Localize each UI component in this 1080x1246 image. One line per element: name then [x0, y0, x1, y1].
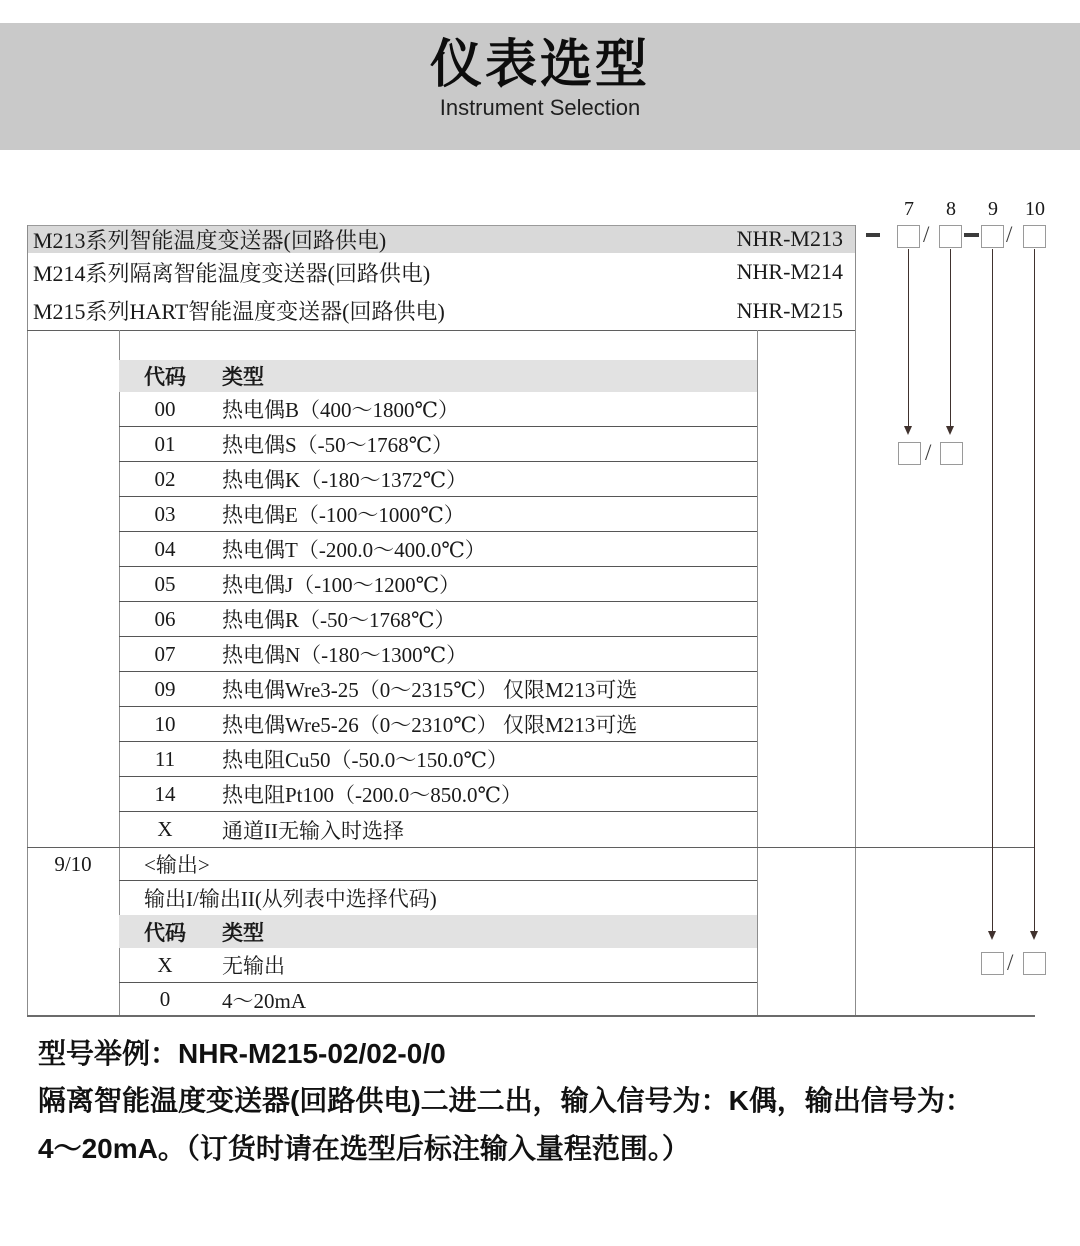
row-type: 热电偶S（-50～1768℃）	[222, 433, 454, 457]
row-type: 热电阻Cu50（-50.0～150.0℃）	[222, 748, 508, 772]
row-code: 05	[154, 571, 176, 596]
arrow-down-icon	[946, 426, 954, 435]
series-name: M213系列智能温度变送器(回路供电)	[33, 227, 387, 253]
leader-line-7	[908, 249, 909, 426]
header-code-label: 代码	[144, 365, 186, 389]
row-type: 热电偶E（-100～1000℃）	[222, 503, 465, 527]
series-code: NHR-M214	[736, 259, 843, 284]
divider	[27, 330, 855, 331]
slash-separator: /	[1007, 950, 1014, 975]
model-box-10[interactable]	[1023, 225, 1046, 248]
row-type: 热电偶Wre3-25（0～2315℃） 仅限M213可选	[222, 678, 638, 702]
row-code: 00	[154, 396, 176, 421]
row-type: 热电偶R（-50～1768℃）	[222, 608, 456, 632]
series-name: M215系列HART智能温度变送器(回路供电)	[33, 299, 445, 324]
table-row	[119, 602, 757, 637]
slash-separator: /	[923, 222, 930, 247]
divider	[27, 225, 855, 226]
leader-line-8	[950, 249, 951, 426]
row-code: 11	[154, 746, 176, 771]
table-row	[119, 672, 757, 707]
divider	[27, 225, 28, 1016]
header-type-label: 类型	[222, 920, 264, 945]
output-table-header	[119, 915, 757, 948]
leader-line-10	[1034, 249, 1035, 931]
dash-icon	[866, 233, 880, 237]
row-code: X	[157, 952, 173, 977]
table-row	[119, 948, 757, 983]
series-row-m213	[27, 225, 855, 253]
table-row	[119, 637, 757, 672]
position-digit-8: 8	[946, 198, 956, 220]
series-row-m215	[27, 291, 855, 330]
row-type: 无输出	[222, 954, 285, 978]
row-type: 热电偶T（-200.0～400.0℃）	[222, 538, 486, 562]
output-note: 输出I/输出II(从列表中选择代码)	[144, 887, 437, 911]
position-digit-9: 9	[988, 198, 998, 220]
table-row	[119, 707, 757, 742]
table-row	[119, 812, 757, 847]
slash-separator: /	[1006, 222, 1013, 247]
row-code: 09	[154, 676, 176, 701]
series-code: NHR-M213	[736, 226, 843, 251]
table-row	[119, 462, 757, 497]
title-band	[0, 23, 1080, 150]
row-code: 06	[154, 606, 176, 631]
dash-icon	[964, 233, 979, 237]
series-code: NHR-M215	[736, 297, 843, 323]
header-code-label: 代码	[144, 920, 186, 945]
input-select-box-7[interactable]	[898, 442, 921, 465]
output-group-title: <输出>	[144, 852, 210, 877]
position-digit-7: 7	[904, 198, 914, 220]
row-type: 热电偶B（400～1800℃）	[222, 398, 459, 422]
row-code: 01	[154, 431, 176, 456]
output-position-label: 9/10	[54, 852, 92, 876]
row-code: 0	[159, 987, 171, 1011]
page-subtitle: Instrument Selection	[439, 95, 641, 120]
row-code: 07	[154, 641, 176, 666]
row-type: 热电偶Wre5-26（0～2310℃） 仅限M213可选	[222, 713, 638, 737]
series-row-m214	[27, 253, 855, 291]
example-description-line: 4～20mA。（订货时请在选型后标注输入量程范围。）	[38, 1133, 690, 1164]
arrow-down-icon	[904, 426, 912, 435]
row-type: 4～20mA	[222, 988, 306, 1013]
table-row	[119, 497, 757, 532]
row-code: 04	[154, 536, 176, 561]
leader-line-9	[992, 249, 993, 931]
row-type: 热电偶K（-180～1372℃）	[222, 468, 468, 492]
divider	[757, 330, 758, 1016]
row-code: 14	[154, 781, 176, 806]
row-type: 热电阻Pt100（-200.0～850.0℃）	[222, 783, 522, 807]
table-row	[119, 983, 757, 1016]
table-row	[119, 532, 757, 567]
output-group-row	[119, 847, 757, 881]
example-description-line: 隔离智能温度变送器(回路供电)二进二出，输入信号为：K偶，输出信号为：	[38, 1085, 973, 1116]
row-code: X	[157, 817, 173, 841]
output-select-box-9[interactable]	[981, 952, 1004, 975]
input-select-box-8[interactable]	[940, 442, 963, 465]
input-table-header	[119, 360, 757, 392]
row-type: 通道II无输入时选择	[222, 818, 404, 843]
slash-separator: /	[925, 440, 932, 465]
output-note-row	[119, 881, 757, 915]
row-code: 03	[154, 501, 176, 526]
model-box-9[interactable]	[981, 225, 1004, 248]
row-code: 10	[154, 711, 176, 736]
series-name: M214系列隔离智能温度变送器(回路供电)	[33, 260, 431, 286]
table-row	[119, 742, 757, 777]
row-type: 热电偶N（-180～1300℃）	[222, 643, 468, 667]
position-digit-10: 10	[1025, 198, 1045, 220]
model-box-7[interactable]	[897, 225, 920, 248]
arrow-down-icon	[1030, 931, 1038, 940]
table-row	[119, 392, 757, 427]
table-row	[119, 427, 757, 462]
model-box-8[interactable]	[939, 225, 962, 248]
arrow-down-icon	[988, 931, 996, 940]
example-model-line: 型号举例：NHR-M215-02/02-0/0	[38, 1038, 446, 1069]
divider	[855, 225, 856, 1016]
table-row	[119, 567, 757, 602]
row-type: 热电偶J（-100～1200℃）	[222, 573, 461, 597]
page-title: 仪表选型	[429, 36, 650, 94]
header-type-label: 类型	[222, 365, 264, 389]
row-code: 02	[154, 466, 176, 491]
output-select-box-10[interactable]	[1023, 952, 1046, 975]
table-row	[119, 777, 757, 812]
